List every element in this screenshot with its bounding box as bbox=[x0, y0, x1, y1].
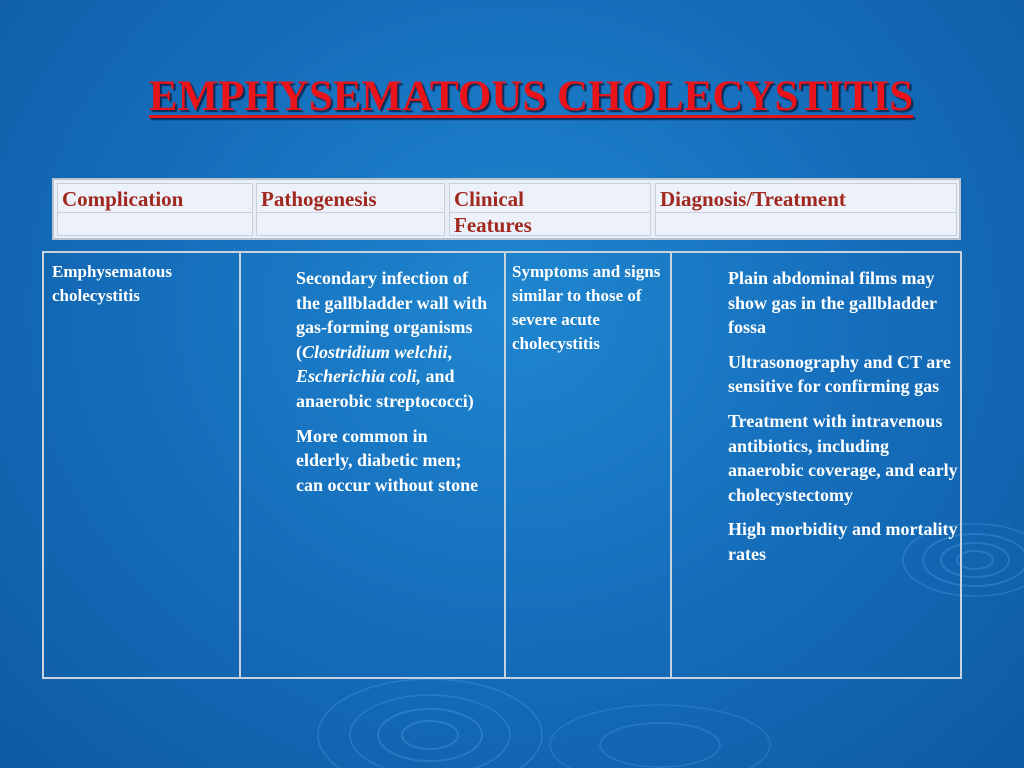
cell-complication bbox=[52, 260, 237, 677]
header-pathogenesis bbox=[256, 183, 445, 236]
pathogenesis-paragraph-1: Secondary infection of the gallbladder wall with gas-forming organisms (Clostridium welchii, Escherichia coli, and anaerobic streptococci) bbox=[296, 268, 488, 411]
header-clinical-line2: Features bbox=[454, 213, 532, 237]
slide-title: EMPHYSEMATOUS CHOLECYSTITIS bbox=[148, 73, 914, 120]
header-clinical-features bbox=[449, 183, 651, 236]
organism-clostridium: Clostridium welchii bbox=[302, 341, 448, 362]
diagnosis-paragraph-4: High morbidity and mortality rates bbox=[728, 519, 958, 564]
cell-diagnosis-treatment bbox=[728, 266, 960, 677]
header-complication-label: Complication bbox=[62, 187, 184, 211]
header-diagnosis-treatment bbox=[655, 183, 957, 236]
table-header bbox=[52, 178, 961, 240]
header-clinical-line1: Clinical bbox=[454, 187, 525, 211]
complication-text: Emphysematous cholecystitis bbox=[52, 262, 172, 305]
header-diagnosis-label: Diagnosis/Treatment bbox=[660, 187, 846, 211]
diagnosis-paragraph-1: Plain abdominal films may show gas in the gallbladder fossa bbox=[728, 268, 937, 338]
diagnosis-paragraph-3: Treatment with intravenous antibiotics, including anaerobic coverage, and early cholecystectomy bbox=[728, 410, 958, 505]
diagnosis-paragraph-2: Ultrasonography and CT are sensitive for confirming gas bbox=[728, 351, 951, 397]
header-pathogenesis-label: Pathogenesis bbox=[261, 187, 377, 211]
organism-ecoli: Escherichia coli, bbox=[296, 366, 421, 387]
table-body bbox=[42, 251, 962, 679]
pathogenesis-paragraph-2: More common in elderly, diabetic men; can occur without stone bbox=[296, 425, 479, 495]
header-complication bbox=[57, 183, 253, 236]
cell-clinical-features bbox=[512, 260, 662, 677]
clinical-features-text: Symptoms and signs similar to those of severe acute cholecystitis bbox=[512, 262, 661, 353]
cell-pathogenesis bbox=[296, 266, 488, 677]
